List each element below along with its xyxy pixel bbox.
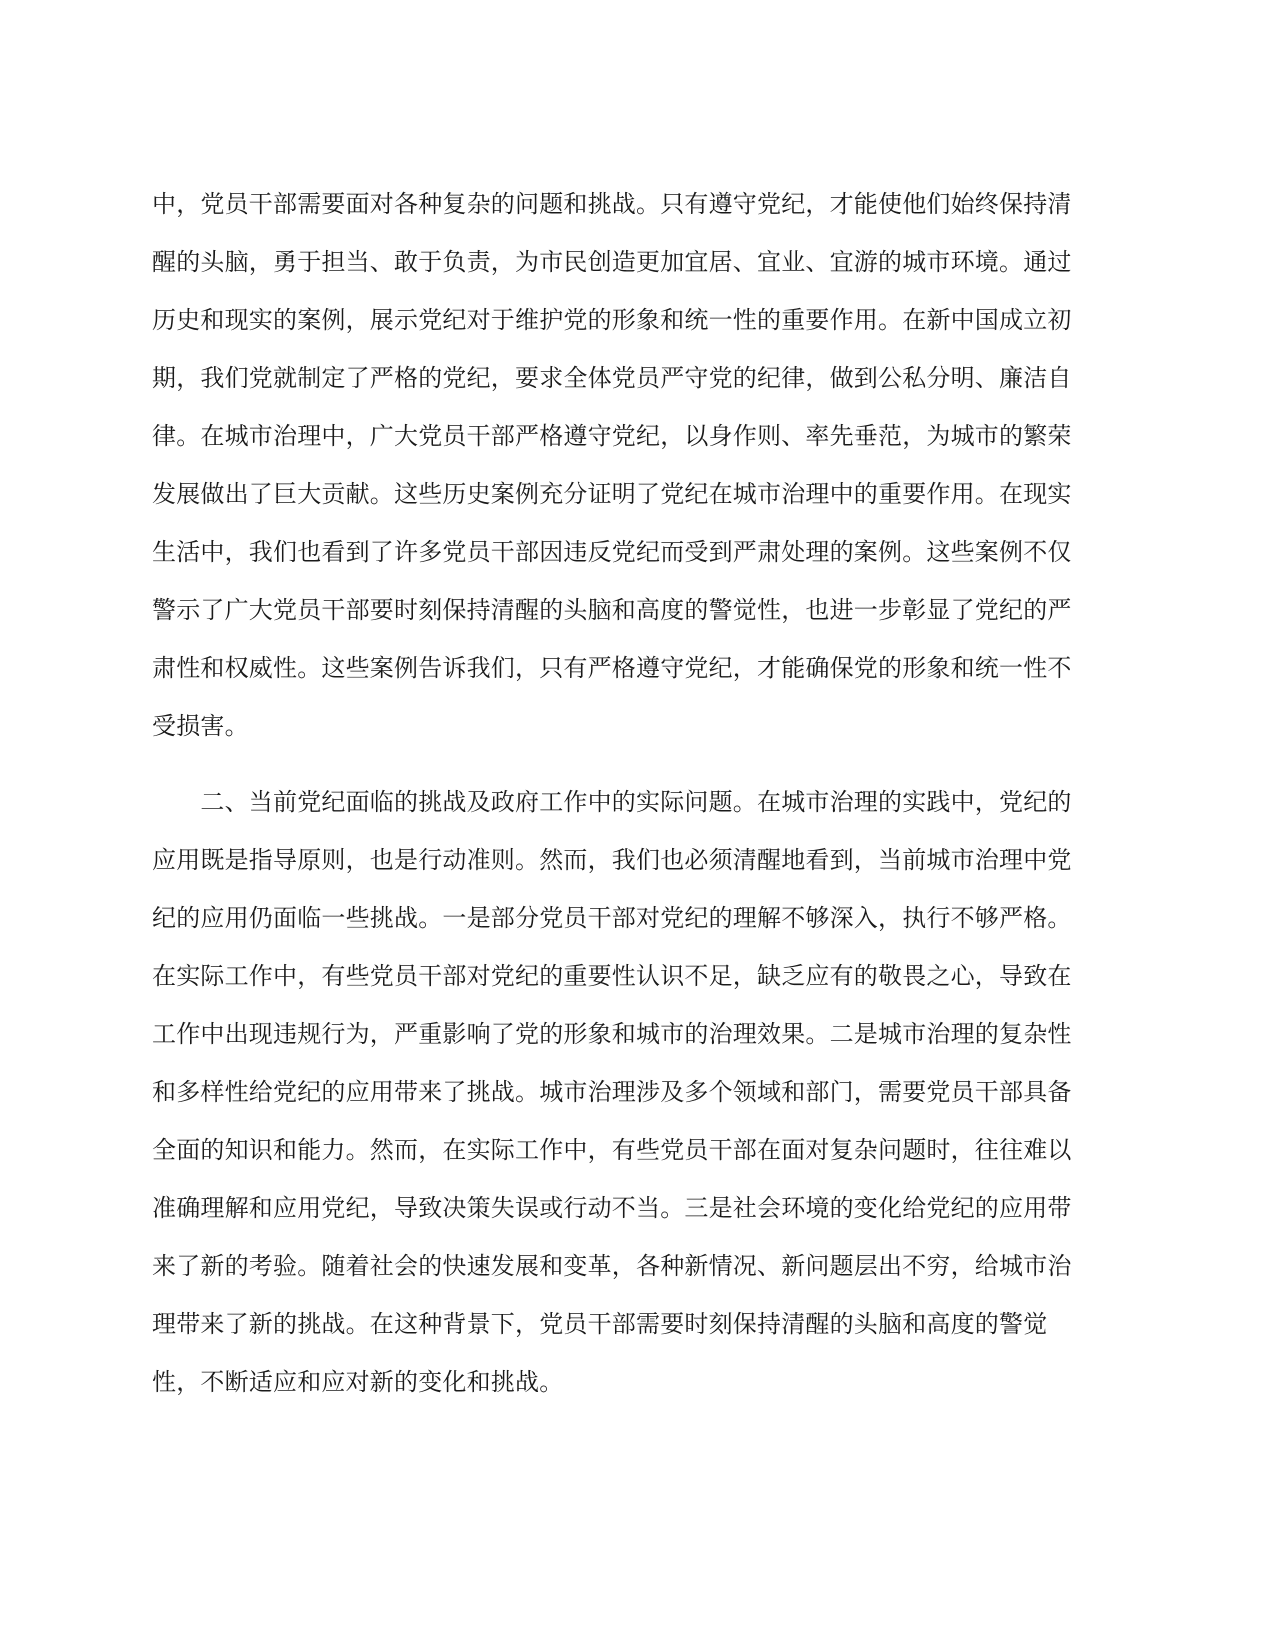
paragraph-1 [152, 175, 1092, 755]
text-line: 中，党员干部需要面对各种复杂的问题和挑战。只有遵守党纪，才能使他们始终保持清 [152, 190, 1072, 218]
text-line: 应用既是指导原则，也是行动准则。然而，我们也必须清醒地看到，当前城市治理中党 [152, 846, 1072, 874]
text-line: 发展做出了巨大贡献。这些历史案例充分证明了党纪在城市治理中的重要作用。在现实 [152, 480, 1072, 508]
text-line: 理带来了新的挑战。在这种背景下，党员干部需要时刻保持清醒的头脑和高度的警觉 [152, 1310, 1048, 1338]
text-line: 和多样性给党纪的应用带来了挑战。城市治理涉及多个领域和部门，需要党员干部具备 [152, 1078, 1072, 1106]
text-line: 二、当前党纪面临的挑战及政府工作中的实际问题。在城市治理的实践中，党纪的 [152, 788, 1072, 816]
text-line: 受损害。 [152, 712, 249, 740]
document-page [152, 175, 1092, 1411]
text-line: 来了新的考验。随着社会的快速发展和变革，各种新情况、新问题层出不穷，给城市治 [152, 1252, 1072, 1280]
paragraph-2 [152, 773, 1092, 1411]
text-line: 生活中，我们也看到了许多党员干部因违反党纪而受到严肃处理的案例。这些案例不仅 [152, 538, 1072, 566]
text-line: 醒的头脑，勇于担当、敢于负责，为市民创造更加宜居、宜业、宜游的城市环境。通过 [152, 248, 1072, 276]
text-line: 期，我们党就制定了严格的党纪，要求全体党员严守党的纪律，做到公私分明、廉洁自 [152, 364, 1072, 392]
text-line: 历史和现实的案例，展示党纪对于维护党的形象和统一性的重要作用。在新中国成立初 [152, 306, 1072, 334]
text-line: 警示了广大党员干部要时刻保持清醒的头脑和高度的警觉性，也进一步彰显了党纪的严 [152, 596, 1072, 624]
paragraph-spacer [152, 755, 1092, 773]
text-line: 纪的应用仍面临一些挑战。一是部分党员干部对党纪的理解不够深入，执行不够严格。 [152, 904, 1072, 932]
text-line: 律。在城市治理中，广大党员干部严格遵守党纪，以身作则、率先垂范，为城市的繁荣 [152, 422, 1072, 450]
text-line: 性，不断适应和应对新的变化和挑战。 [152, 1368, 564, 1396]
text-line: 全面的知识和能力。然而，在实际工作中，有些党员干部在面对复杂问题时，往往难以 [152, 1136, 1072, 1164]
text-line: 工作中出现违规行为，严重影响了党的形象和城市的治理效果。二是城市治理的复杂性 [152, 1020, 1072, 1048]
text-line: 在实际工作中，有些党员干部对党纪的重要性认识不足，缺乏应有的敬畏之心，导致在 [152, 962, 1072, 990]
text-line: 肃性和权威性。这些案例告诉我们，只有严格遵守党纪，才能确保党的形象和统一性不 [152, 654, 1072, 682]
text-line: 准确理解和应用党纪，导致决策失误或行动不当。三是社会环境的变化给党纪的应用带 [152, 1194, 1072, 1222]
